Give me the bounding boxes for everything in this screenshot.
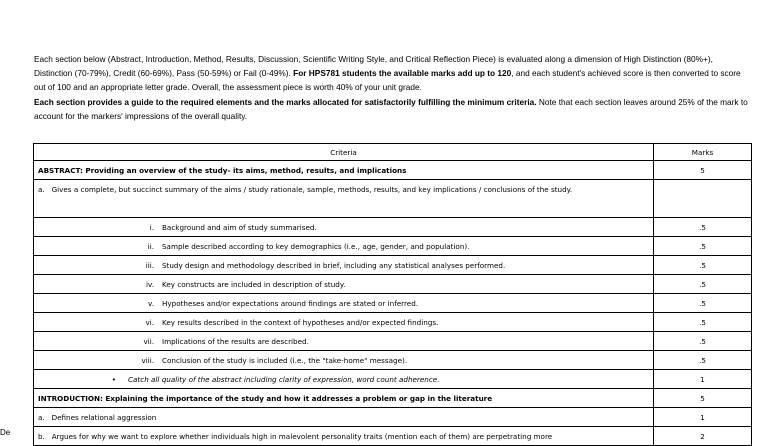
subitem-number: iii. bbox=[145, 260, 154, 270]
intro-a-marks: 1 bbox=[654, 408, 752, 427]
table-row bbox=[34, 313, 752, 332]
table-header-row bbox=[34, 144, 752, 161]
subitem-marks: .5 bbox=[654, 237, 752, 256]
subitem-marks: .5 bbox=[654, 351, 752, 370]
subitem-number: viii. bbox=[141, 355, 154, 365]
subitem-text: Sample described according to key demographics (i.e., age, gender, and population). bbox=[162, 241, 470, 251]
intro-a-label: a. bbox=[38, 412, 45, 422]
subitem-text: Study design and methodology described in brief, including any statistical analyses performed. bbox=[162, 260, 506, 270]
subitem-text: Implications of the results are described. bbox=[162, 336, 309, 346]
subitem-text: Background and aim of study summarised. bbox=[162, 222, 317, 232]
abstract-item-a-marks bbox=[654, 180, 752, 218]
header-marks: Marks bbox=[654, 144, 752, 161]
marking-rubric-table bbox=[33, 143, 752, 446]
subitem-number: v. bbox=[148, 298, 154, 308]
intro-p2-bold: Each section provides a guide to the required elements and the marks allocated for satisfactorily fulfilling the minimum criteria. bbox=[34, 97, 537, 107]
intro-p1-plain: Each section below (Abstract, Introduction, Method, Results, Discussion, Scientific Writing Style, and Critical Reflection Piece) is evaluated along a dimension of High Distinction (80%+), Distinction (70-79%), Credit (60-69%), Pass (50-59%) or Fail (0-49%). bbox=[34, 54, 713, 78]
intro-paragraph-1 bbox=[34, 52, 750, 94]
abstract-marks: 5 bbox=[654, 161, 752, 180]
subitem-marks: .5 bbox=[654, 256, 752, 275]
subitem-number: i. bbox=[149, 222, 154, 232]
table-row bbox=[34, 294, 752, 313]
abstract-item-a bbox=[34, 180, 654, 218]
table-row bbox=[34, 218, 752, 237]
subitem-text: Key constructs are included in description of study. bbox=[162, 279, 346, 289]
subitem-marks: .5 bbox=[654, 218, 752, 237]
intro-b-label: b. bbox=[38, 431, 45, 441]
subitem-marks: .5 bbox=[654, 313, 752, 332]
footer-tag: De bbox=[0, 428, 11, 437]
introduction-marks: 5 bbox=[654, 389, 752, 408]
intro-b-text: Argues for why we want to explore whether individuals high in malevolent personality traits (mention each of them) are perpetrating more bbox=[51, 431, 553, 441]
introduction-title: INTRODUCTION: Explaining the importance of the study and how it addresses a problem or gap in the literature bbox=[34, 389, 654, 408]
item-a-label: a. bbox=[38, 185, 45, 194]
subitem-text: Hypotheses and/or expectations around findings are stated or inferred. bbox=[162, 298, 419, 308]
table-row bbox=[34, 332, 752, 351]
intro-a-text: Defines relational aggression bbox=[51, 412, 157, 422]
abstract-section-row bbox=[34, 161, 752, 180]
catch-all-marks: 1 bbox=[654, 370, 752, 389]
catch-all-row bbox=[34, 370, 752, 389]
catch-all-text: Catch all quality of the abstract including clarity of expression, word count adherence. bbox=[128, 374, 440, 384]
subitem-text: Key results described in the context of hypotheses and/or expected findings. bbox=[162, 317, 439, 327]
introduction-section-row bbox=[34, 389, 752, 408]
subitem-marks: .5 bbox=[654, 332, 752, 351]
subitem-marks: .5 bbox=[654, 294, 752, 313]
subitem-number: vii. bbox=[143, 336, 154, 346]
intro-b-marks: 2 bbox=[654, 427, 752, 446]
header-criteria: Criteria bbox=[34, 144, 654, 161]
intro-paragraph-2 bbox=[34, 95, 750, 123]
subitem-marks: .5 bbox=[654, 275, 752, 294]
table-row bbox=[34, 237, 752, 256]
abstract-title: ABSTRACT: Providing an overview of the study- its aims, method, results, and implications bbox=[34, 161, 654, 180]
table-row bbox=[34, 427, 752, 446]
intro-p1-bold: For HPS781 students the available marks add up to 120 bbox=[293, 68, 512, 78]
subitem-text: Conclusion of the study is included (i.e., the "take-home" message). bbox=[162, 355, 408, 365]
subitem-number: iv. bbox=[146, 279, 154, 289]
table-row bbox=[34, 408, 752, 427]
abstract-item-a-row bbox=[34, 180, 752, 218]
table-row bbox=[34, 275, 752, 294]
intro-p1-tail: , and each student's achieved score is then converted to score out of 100 and an appropriate letter grade. Overall, the assessment piece is worth 40% of your unit grade. bbox=[34, 68, 741, 92]
intro-p2-tail: Note that each section leaves around 25% of the mark to account for the markers' impressions of the overall quality. bbox=[34, 97, 748, 121]
item-a-text: Gives a complete, but succinct summary of the aims / study rationale, sample, methods, results, and key implications / conclusions of the study. bbox=[51, 185, 573, 194]
table-row bbox=[34, 256, 752, 275]
subitem-number: vi. bbox=[145, 317, 154, 327]
table-row bbox=[34, 351, 752, 370]
bullet-icon: • bbox=[111, 374, 116, 384]
subitem-number: ii. bbox=[147, 241, 154, 251]
